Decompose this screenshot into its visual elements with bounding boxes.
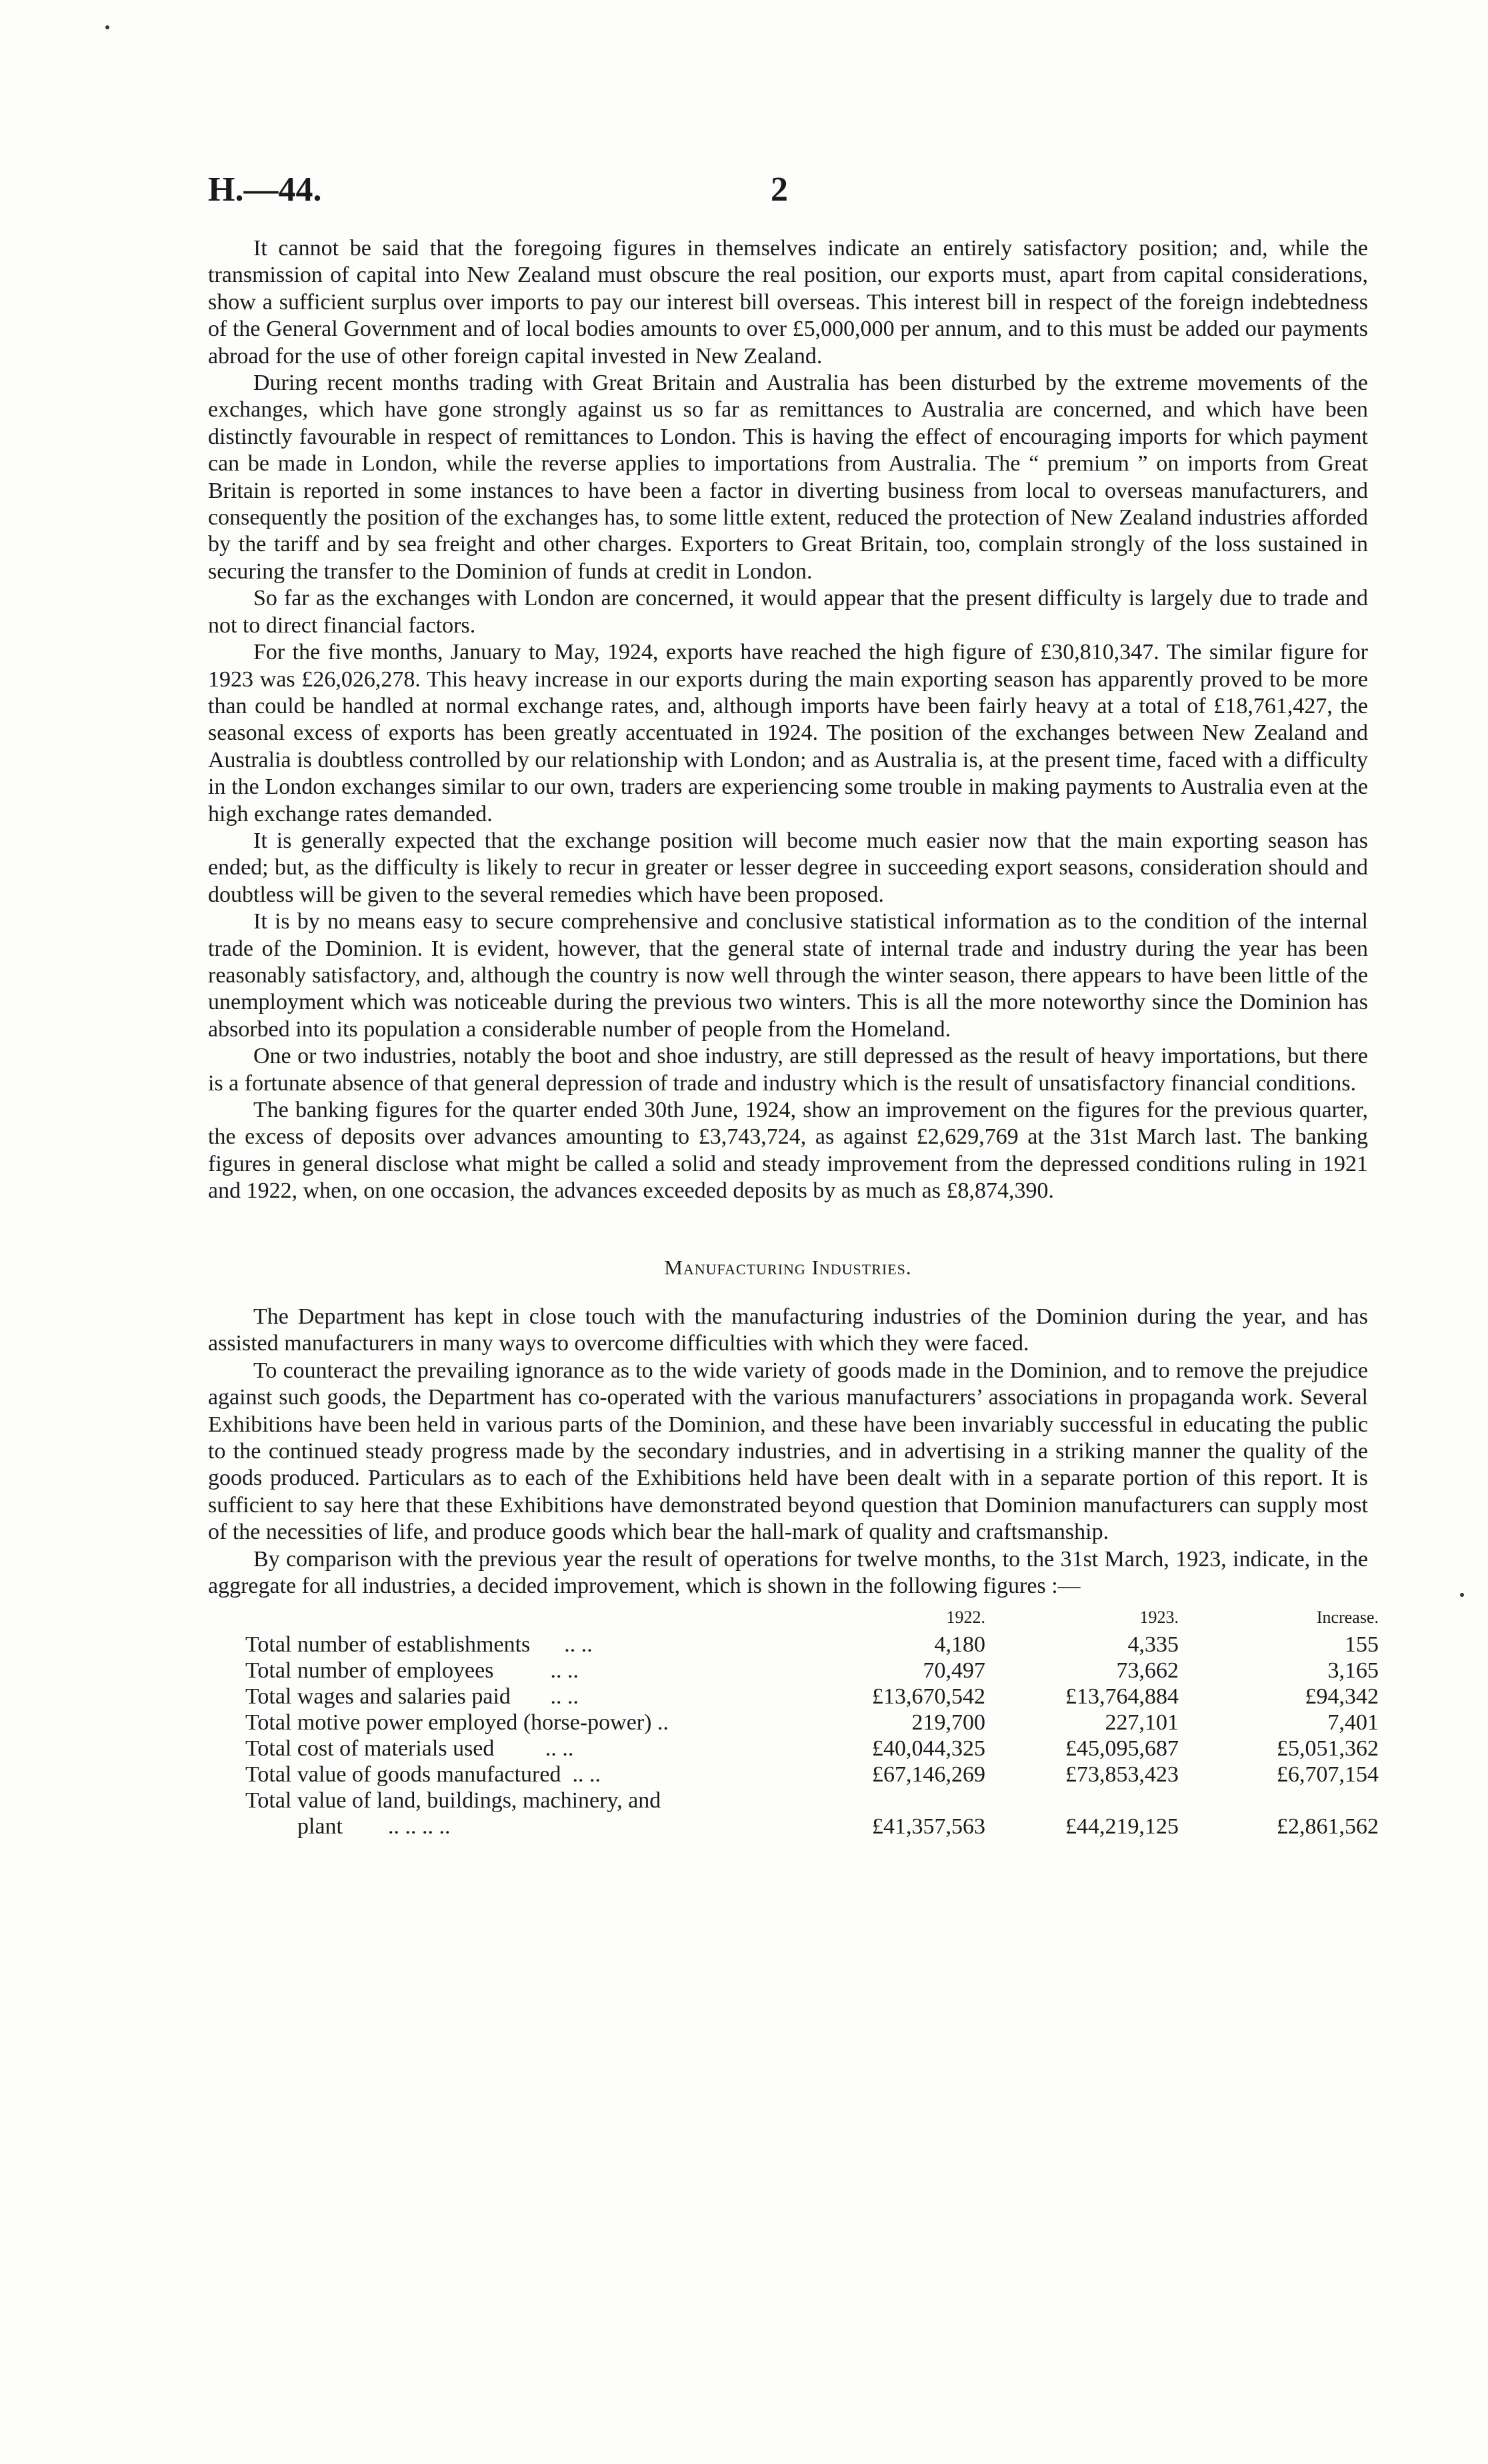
dot-leader: .. .. bbox=[550, 1684, 579, 1709]
scan-speck bbox=[105, 25, 109, 29]
header-blank bbox=[245, 1600, 792, 1632]
paragraph: It cannot be said that the foregoing figures in themselves indicate an entirely satisfactory position; and, while the transmission of capital into New Zealand must obscure the real position, our exports must, apart from capital considerations, show a sufficient surplus over imports to pay our interest bill overseas. This interest bill in respect of the foreign indebtedness of the General Government and of local bodies amounts to over £5,000,000 per annum, and to this must be added our payments abroad for the use of other foreign capital invested in New Zealand. bbox=[208, 236, 1368, 369]
value-1923: £13,764,884 bbox=[1065, 1684, 1179, 1709]
table-row bbox=[245, 1658, 1379, 1684]
column-header-1923: 1923. bbox=[1139, 1607, 1179, 1627]
value-1922: 70,497 bbox=[923, 1658, 985, 1683]
row-label bbox=[245, 1632, 792, 1658]
value-increase: £5,051,362 bbox=[1277, 1736, 1379, 1761]
column-header-increase: Increase. bbox=[1316, 1607, 1379, 1627]
row-label-text: Total cost of materials used bbox=[245, 1736, 495, 1761]
row-label: Total value of land, buildings, machinery, and bbox=[245, 1788, 661, 1813]
row-label bbox=[245, 1684, 792, 1710]
paragraph: It is by no means easy to secure comprehensive and conclusive statistical information as to the condition of the internal trade of the Dominion. It is evident, however, that the general state of internal trade and industry during the year has been reasonably satisfactory, and, although the country is now well through the winter season, there appears to have been little of the unemployment which was noticeable during the previous two winters. This is all the more noteworthy since the Dominion has absorbed into its population a considerable number of people from the Homeland. bbox=[208, 909, 1368, 1042]
table-row bbox=[245, 1632, 1379, 1658]
value-increase: £94,342 bbox=[1305, 1684, 1379, 1709]
table-header-row bbox=[245, 1600, 1379, 1632]
value-increase: 155 bbox=[1345, 1632, 1379, 1657]
value-1922: 219,700 bbox=[911, 1710, 985, 1735]
value-increase: £2,861,562 bbox=[1277, 1814, 1379, 1839]
value-1922: £67,146,269 bbox=[872, 1762, 985, 1787]
row-label bbox=[245, 1658, 792, 1684]
dot-leader: .. .. bbox=[550, 1658, 579, 1683]
paragraph: By comparison with the previous year the result of operations for twelve months, to the 31st March, 1923, indicate, in the aggregate for all industries, a decided improvement, which is shown in the following figures :— bbox=[208, 1546, 1368, 1599]
document-code: H.—44. bbox=[208, 171, 322, 209]
value-1922: £13,670,542 bbox=[872, 1684, 985, 1709]
row-label-text: Total motive power employed (horse-power) bbox=[245, 1710, 652, 1735]
row-label bbox=[245, 1736, 792, 1762]
dot-leader: .. .. .. .. bbox=[387, 1814, 451, 1839]
paragraph: So far as the exchanges with London are concerned, it would appear that the present difficulty is largely due to trade and not to direct financial factors. bbox=[208, 586, 1368, 638]
value-increase: 3,165 bbox=[1327, 1658, 1379, 1683]
dot-leader: .. .. bbox=[572, 1762, 601, 1787]
row-label-text: Total wages and salaries paid bbox=[245, 1684, 511, 1709]
row-label-text: Total value of goods manufactured bbox=[245, 1762, 561, 1787]
dot-leader: .. .. bbox=[564, 1632, 593, 1657]
paragraph: It is generally expected that the exchange position will become much easier now that the main exporting season has ended; but, as the difficulty is likely to recur in greater or lesser degree in succeeding export seasons, consideration should and doubtless will be given to the several remedies which have been proposed. bbox=[208, 828, 1368, 907]
value-1922: £40,044,325 bbox=[872, 1736, 985, 1761]
document-body bbox=[208, 235, 1379, 1840]
paragraph: To counteract the prevailing ignorance as to the wide variety of goods made in the Dominion, and to remove the prejudice against such goods, the Department has co-operated with the various manufacturers’ associations in propaganda work. Several Exhibitions have been held in various parts of the Dominion, and these have been invariably successful in educating the public to the continued steady progress made by the secondary industries, and in advertising in a striking manner the quality of the goods produced. Particulars as to each of the Exhibitions held have been dealt with in a separate portion of this report. It is sufficient to say here that these Exhibitions have demonstrated beyond question that Dominion manufacturers can supply most of the necessities of life, and produce goods which bear the hall-mark of quality and craftsmanship. bbox=[208, 1358, 1368, 1545]
section-heading: Manufacturing Industries. bbox=[664, 1255, 912, 1279]
paragraph: One or two industries, notably the boot and shoe industry, are still depressed as the result of heavy importations, but there is a fortunate absence of that general depression of trade and industry which is the result of unsatisfactory financial conditions. bbox=[208, 1044, 1368, 1096]
value-1923: £45,095,687 bbox=[1065, 1736, 1179, 1761]
dot-leader: .. .. bbox=[545, 1736, 574, 1761]
paragraph: For the five months, January to May, 1924, exports have reached the high figure of £30,810,347. The similar figure for 1923 was £26,026,278. This heavy increase in our exports during the main exporting season has apparently proved to be more than could be handled at normal exchange rates, and, although imports have been fairly heavy at a total of £18,761,427, the seasonal excess of exports has been greatly accentuated in 1924. The position of the exchanges between New Zealand and Australia is doubtless controlled by our relationship with London; and as Australia is, at the present time, faced with a difficulty in the London exchanges similar to our own, traders are experiencing some trouble in making payments to Australia even at the high exchange rates demanded. bbox=[208, 640, 1368, 826]
table-row bbox=[245, 1684, 1379, 1710]
row-label-text: Total number of establishments bbox=[245, 1632, 531, 1657]
value-1923: 73,662 bbox=[1116, 1658, 1179, 1683]
table-row bbox=[245, 1762, 1379, 1788]
scan-speck bbox=[1460, 1593, 1464, 1597]
paragraph: The banking figures for the quarter ended 30th June, 1924, show an improvement on the figures for the previous quarter, the excess of deposits over advances amounting to £3,743,724, as against £2,629,769 at the 31st March last. The banking figures in general disclose what might be called a solid and steady improvement from the depressed conditions ruling in 1921 and 1922, when, on one occasion, the advances exceeded deposits by as much as £8,874,390. bbox=[208, 1098, 1368, 1204]
row-label-text: Total number of employees bbox=[245, 1658, 494, 1683]
table-row bbox=[245, 1788, 1379, 1814]
paragraph: During recent months trading with Great Britain and Australia has been disturbed by the extreme movements of the exchanges, which have gone strongly against us so far as remittances to Australia are concerned, and which have been distinctly favourable in respect of remittances to London. This is having the effect of encouraging imports for which payment can be made in London, while the reverse applies to importations from Australia. The “ premium ” on imports from Great Britain is reported in some instances to have been a factor in diverting business from local to overseas manufacturers, and consequently the position of the exchanges has, to some little extent, reduced the protection of New Zealand industries afforded by the tariff and by sea freight and other charges. Exporters to Great Britain, too, complain strongly of the loss sustained in securing the transfer to the Dominion of funds at credit in London. bbox=[208, 371, 1368, 584]
page-header bbox=[208, 170, 1328, 217]
row-label-text: plant bbox=[297, 1814, 343, 1839]
value-1923: £73,853,423 bbox=[1065, 1762, 1179, 1787]
row-label bbox=[245, 1710, 792, 1736]
value-1923: £44,219,125 bbox=[1065, 1814, 1179, 1839]
page-number: 2 bbox=[771, 171, 788, 209]
value-1922: 4,180 bbox=[934, 1632, 985, 1657]
row-label bbox=[245, 1814, 792, 1840]
table-row bbox=[245, 1814, 1379, 1840]
value-1922: £41,357,563 bbox=[872, 1814, 985, 1839]
column-header-1922: 1922. bbox=[946, 1607, 985, 1627]
value-1923: 227,101 bbox=[1105, 1710, 1179, 1735]
value-increase: £6,707,154 bbox=[1277, 1762, 1379, 1787]
table-row bbox=[245, 1710, 1379, 1736]
dot-leader: .. bbox=[657, 1710, 669, 1735]
industry-statistics-table bbox=[245, 1600, 1379, 1840]
paragraph: The Department has kept in close touch with the manufacturing industries of the Dominion during the year, and has assisted manufacturers in many ways to overcome difficulties with which they were faced. bbox=[208, 1304, 1368, 1356]
value-1923: 4,335 bbox=[1127, 1632, 1179, 1657]
table-row bbox=[245, 1736, 1379, 1762]
row-label bbox=[245, 1762, 792, 1788]
value-increase: 7,401 bbox=[1327, 1710, 1379, 1735]
